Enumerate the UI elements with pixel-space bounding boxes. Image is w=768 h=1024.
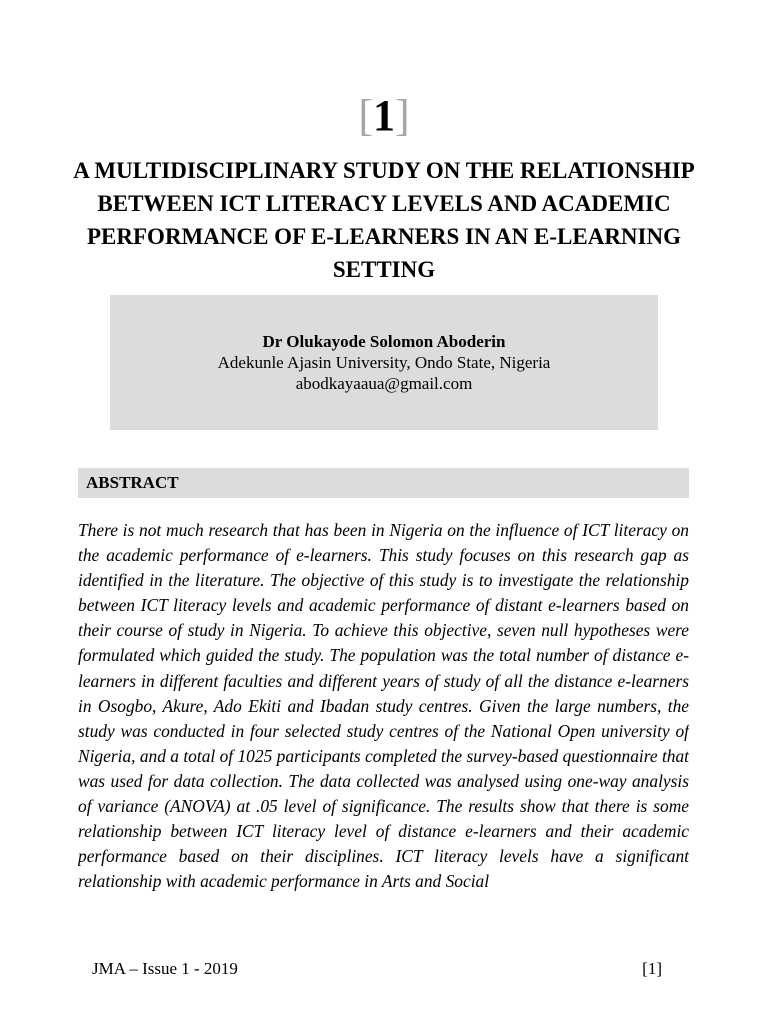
footer-page-number: [1] [642, 959, 662, 978]
author-affiliation: Adekunle Ajasin University, Ondo State, Nigeria [217, 353, 551, 372]
author-name: Dr Olukayode Solomon Aboderin [262, 332, 506, 351]
chapter-number-value: 1 [373, 91, 395, 140]
chapter-number [0, 88, 768, 144]
footer-journal: JMA – Issue 1 - 2019 [92, 959, 238, 978]
chapter-close-bracket: ] [395, 91, 410, 140]
abstract-heading: ABSTRACT [78, 468, 689, 498]
paper-title: A MULTIDISCIPLINARY STUDY ON THE RELATIONSHIP BETWEEN ICT LITERACY LEVELS AND ACADEMIC PERFORMANCE OF E-LEARNERS IN AN E-LEARNING SETTING [73, 158, 695, 282]
author-box [110, 295, 658, 430]
abstract-text: There is not much research that has been in Nigeria on the influence of ICT literacy on the academic performance of e-learners. This study focuses on this research gap as identified in the literature. The objective of this study is to investigate the relationship between ICT literacy levels and academic performance of distant e-learners based on their course of study in Nigeria. To achieve this objective, seven null hypotheses were formulated which guided the study. The population was the total number of distance e-learners in different faculties and different years of study of all the distance e-learners in Osogbo, Akure, Ado Ekiti and Ibadan study centres. Given the large numbers, the study was conducted in four selected study centres of the National Open university of Nigeria, and a total of 1025 participants completed the survey-based questionnaire that was used for data collection. The data collected was analysed using one-way analysis of variance (ANOVA) at .05 level of significance. The results show that there is some relationship between ICT literacy level of distance e-learners and their academic performance based on their disciplines. ICT literacy levels have a significant relationship with academic performance in Arts and Social [78, 520, 689, 892]
author-email: abodkayaaua@gmail.com [295, 374, 473, 393]
chapter-open-bracket: [ [358, 91, 373, 140]
